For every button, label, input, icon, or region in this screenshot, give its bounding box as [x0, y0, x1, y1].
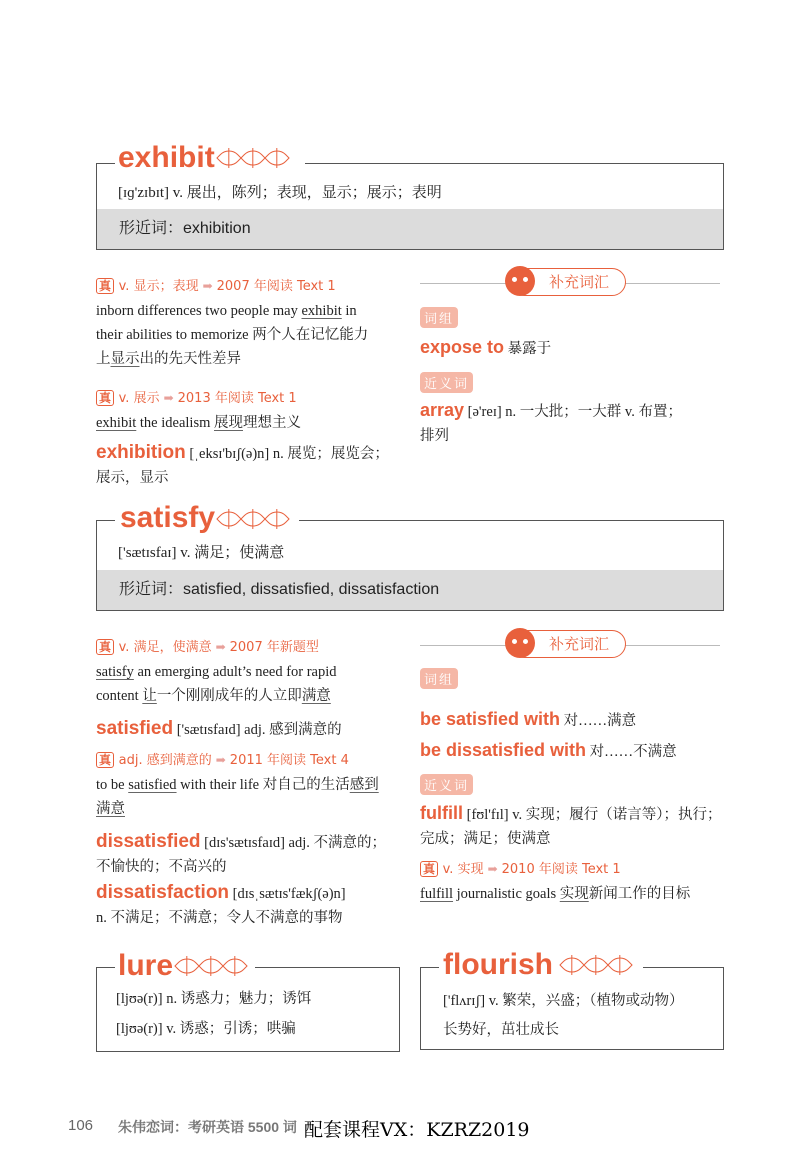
arrow-icon: ➡	[215, 640, 226, 654]
leaf-icon	[559, 952, 584, 977]
leaf-icon	[198, 953, 223, 978]
exhibit-synonym: array [ə'reɪ] n. 一大批；一大群 v. 布置； 排列	[420, 400, 682, 444]
exhibit-definition: [ɪɡ'zɪbɪt] v. 展出，陈列；表现，显示；展示；表明	[118, 185, 442, 201]
real-exam-icon: 真	[96, 278, 114, 294]
arrow-icon: ➡	[487, 862, 498, 876]
synonym-tag: 近义词	[420, 774, 473, 795]
real-exam-icon: 真	[96, 752, 114, 768]
satisfy-definition: ['sætɪsfaɪ] v. 满足；使满意	[118, 545, 285, 561]
exhibit-phrase: expose to 暴露于	[420, 337, 552, 357]
arrow-icon: ➡	[163, 391, 174, 405]
exhibit-headword: exhibit	[118, 141, 215, 174]
real-exam-icon: 真	[96, 390, 114, 406]
satisfy-example-1: 真 v. 满足，使满意 ➡ 2007 年新题型 satisfy an emerging adult’s need for rapid content 让一个刚刚成年的人立即满意	[96, 635, 406, 708]
satisfy-synonym: fulfill [fʊl'fɪl] v. 实现；履行（诺言等）；执行； 完成；满足；使满意	[420, 803, 722, 847]
exhibit-supplement-header: 补充词汇	[420, 268, 720, 298]
satisfy-example-3: 真 v. 实现 ➡ 2010 年阅读 Text 1 fulfill journalistic goals 实现新闻工作的目标	[420, 857, 725, 906]
lure-definition-2: [ljʊə(r)] v. 诱惑；引诱；哄骗	[116, 1021, 296, 1037]
exhibit-similar-words: 形近词：exhibition	[97, 209, 723, 249]
real-exam-icon: 真	[420, 861, 438, 877]
leaf-icon	[240, 145, 265, 170]
leaf-icon	[240, 506, 265, 531]
flourish-definition-2: 长势好，茁壮成长	[443, 1022, 559, 1038]
leaf-icon	[264, 145, 289, 170]
real-exam-icon: 真	[96, 639, 114, 655]
lure-leaf-icons	[178, 957, 250, 979]
arrow-icon: ➡	[202, 279, 213, 293]
arrow-icon: ➡	[215, 753, 226, 767]
flourish-definition-1: ['flʌrɪʃ] v. 繁荣，兴盛；（植物或动物）	[443, 993, 684, 1009]
exhibit-example-2: 真 v. 展示 ➡ 2013 年阅读 Text 1 exhibit the idealism 展现理想主义	[96, 386, 406, 435]
leaf-icon	[607, 952, 632, 977]
exhibit-example-1: 真 v. 显示；表现 ➡ 2007 年阅读 Text 1 inborn differences two people may exhibit in their abilities to memorize 两个人在记忆能力 上显示出的先天性差异	[96, 274, 406, 371]
satisfy-derivative-dissatisfaction: dissatisfaction [dɪsˌsætɪs'fækʃ(ə)n] n. 不满足；不满意；令人不满意的事物	[96, 882, 346, 926]
leaf-icon	[222, 953, 247, 978]
satisfy-supplement-header: 补充词汇	[420, 630, 720, 660]
lure-headword: lure	[118, 949, 174, 982]
leaf-icon	[216, 145, 241, 170]
exhibit-derivative: exhibition [ˌeksɪ'bɪʃ(ə)n] n. 展览；展览会； 展示，显示	[96, 442, 389, 486]
exhibit-entry-box	[96, 163, 724, 250]
owl-icon	[505, 266, 535, 296]
phrase-tag: 词组	[420, 307, 458, 328]
exhibit-leaf-icons	[220, 149, 292, 171]
flourish-leaf-icons	[563, 956, 635, 978]
satisfy-headword: satisfy	[120, 501, 216, 534]
satisfy-example-2: 真 adj. 感到满意的 ➡ 2011 年阅读 Text 4 to be satisfied with their life 对自己的生活感到 满意	[96, 748, 406, 821]
satisfy-derivative-dissatisfied: dissatisfied [dɪs'sætɪsfaɪd] adj. 不满意的； 不愉快的；不高兴的	[96, 831, 387, 875]
book-title: 朱伟恋词：考研英语 5500 词	[118, 1119, 297, 1135]
page-number: 106	[68, 1117, 94, 1134]
watermark: 配套课程VX：KZRZ2019	[300, 1115, 534, 1142]
leaf-icon	[174, 953, 199, 978]
phrase-tag: 词组	[420, 668, 458, 689]
satisfy-phrase-2: be dissatisfied with 对……不满意	[420, 740, 677, 760]
flourish-headword: flourish	[443, 948, 553, 981]
owl-icon	[505, 628, 535, 658]
synonym-tag: 近义词	[420, 372, 473, 393]
leaf-icon	[583, 952, 608, 977]
leaf-icon	[216, 506, 241, 531]
satisfy-leaf-icons	[220, 510, 292, 532]
satisfy-derivative-satisfied: satisfied ['sætɪsfaɪd] adj. 感到满意的	[96, 718, 342, 739]
lure-definition-1: [ljʊə(r)] n. 诱惑力；魅力；诱饵	[116, 991, 312, 1007]
satisfy-similar-words: 形近词：satisfied, dissatisfied, dissatisfaction	[97, 570, 723, 610]
satisfy-phrase-1: be satisfied with 对……满意	[420, 709, 637, 729]
leaf-icon	[264, 506, 289, 531]
